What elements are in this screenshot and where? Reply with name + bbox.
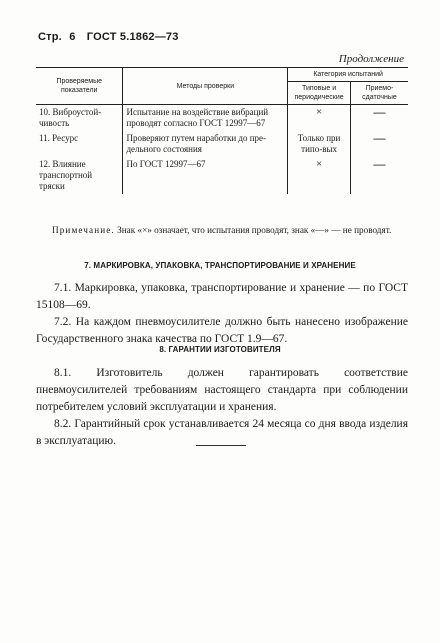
row-method: По ГОСТ 12997—67: [123, 157, 288, 194]
row-method: Испытание на воздействие вибраций проводят согласно ГОСТ 12997—67: [123, 105, 288, 132]
column-header-acceptance: Приемо-сдаточные: [350, 82, 408, 105]
row-indicator: 10. Виброустой-чивость: [39, 107, 102, 128]
column-header-methods: Методы проверки: [123, 68, 288, 105]
page-header: [38, 31, 179, 43]
row-typical: Только при типо-вых: [288, 131, 351, 157]
row-acceptance: —: [350, 157, 408, 194]
test-methods-table: [36, 67, 408, 194]
table-header-row: [36, 68, 408, 82]
continuation-label: Продолжение: [338, 53, 404, 65]
column-header-typical: Типовые и периодические: [288, 82, 351, 105]
paragraph-8-2: 8.2. Гарантийный срок устанавливается 24 месяца со дня ввода изделия в эксплуатацию.: [36, 418, 408, 447]
page-number: 6: [69, 31, 76, 43]
row-typical: ×: [288, 157, 351, 194]
standard-code: ГОСТ 5.1862—73: [86, 31, 179, 43]
section-8-body: [36, 365, 408, 450]
column-header-indicators: Проверяемые показатели: [36, 68, 123, 105]
paragraph-7-2: 7.2. На каждом пневмоусилителе должно быть нанесено изображение Государственного знака качества по ГОСТ 1.9—67.: [36, 316, 408, 345]
table-row: [36, 157, 408, 194]
section-8-title: 8. ГАРАНТИИ ИЗГОТОВИТЕЛЯ: [159, 345, 281, 354]
page-label: Стр.: [38, 31, 62, 43]
row-acceptance: —: [350, 131, 408, 157]
row-indicator: 12. Влияние транспортной тряски: [39, 159, 93, 191]
row-method: Проверяют путем наработки до пре-дельного состояния: [123, 131, 288, 157]
paragraph-7-1: 7.1. Маркировка, упаковка, транспортирование и хранение — по ГОСТ 15108—69.: [36, 282, 408, 311]
section-7-body: [36, 280, 408, 348]
row-typical: ×: [288, 105, 351, 132]
table-note: [36, 224, 408, 237]
column-header-test-category: Категория испытаний: [288, 68, 408, 82]
note-text: Знак «×» означает, что испытания проводят, знак «—» — не проводят.: [117, 225, 392, 235]
row-acceptance: —: [350, 105, 408, 132]
note-lead: Примечание.: [52, 225, 115, 235]
table-row: [36, 131, 408, 157]
paragraph-8-1: 8.1. Изготовитель должен гарантировать соответствие пневмоусилителей требованиям настоящего стандарта при соблюдении потребителем условий эксплуатации и хранения.: [36, 367, 408, 413]
section-7-title: 7. МАРКИРОВКА, УПАКОВКА, ТРАНСПОРТИРОВАНИЕ И ХРАНЕНИЕ: [84, 261, 356, 270]
table-row: [36, 105, 408, 132]
end-divider: [196, 445, 246, 446]
row-indicator: 11. Ресурс: [39, 133, 79, 143]
